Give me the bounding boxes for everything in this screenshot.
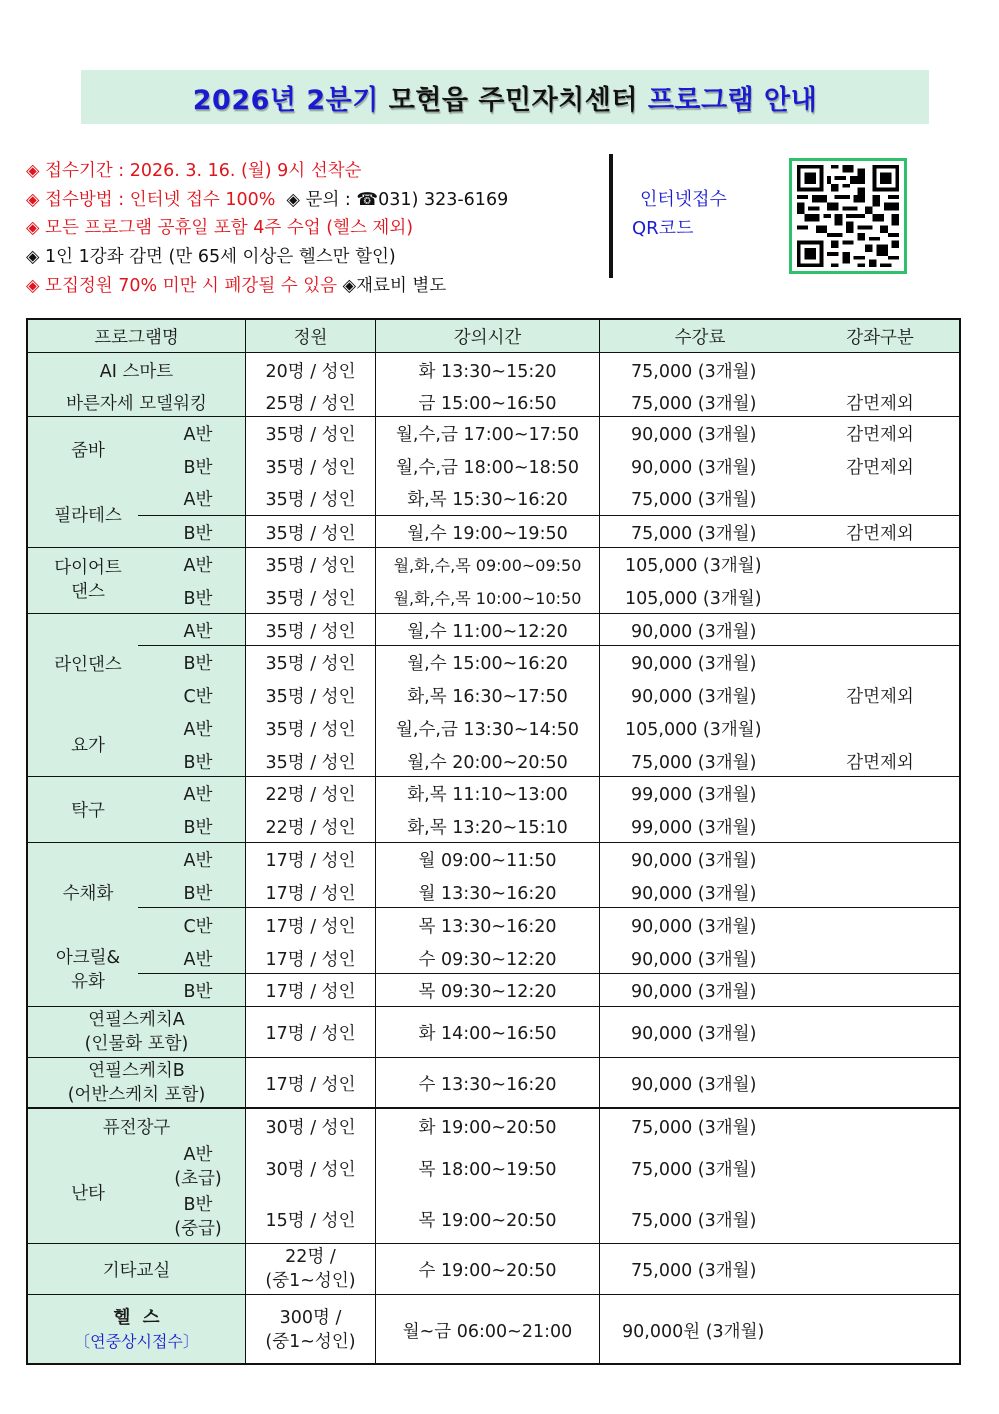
fee-cell: 75,000 (3개월) [631,393,757,414]
diamond-bullet-icon: ◈ [26,218,40,239]
class-label: A반 [183,555,213,576]
class-label: C반 [183,686,213,707]
class-label-line1: A반 [183,1145,213,1165]
class-label: B반 [183,457,213,478]
program-watercolor: 수채화 [62,883,114,904]
notice-method: ◈ 접수방법 : 인터넷 접수 100% ◈ 문의 : ☎031) 323-6169 [26,189,509,210]
type-cell: 감면제외 [846,686,914,707]
time-cell: 월,수,금 17:00~17:50 [396,424,579,445]
type-cell: 감면제외 [846,457,914,478]
program-yoga: 요가 [71,735,105,756]
class-label-line1: B반 [183,1195,213,1215]
capacity-cell: 35명 / 성인 [265,686,356,707]
program-pencil-b-line2: (어반스케치 포함) [67,1085,206,1105]
notice-discount: ◈ 1인 1강좌 감면 (만 65세 이상은 헬스만 할인) [26,247,396,268]
fee-cell: 90,000원 (3개월) [622,1321,765,1342]
capacity-cell: 17명 / 성인 [265,1023,356,1044]
class-label: B반 [183,817,213,838]
diamond-bullet-icon: ◈ [26,275,40,296]
type-cell: 감면제외 [846,393,914,414]
time-cell: 화 13:30~15:20 [418,361,557,382]
program-table-tennis: 탁구 [71,800,105,821]
capacity-cell: 30명 / 성인 [265,1117,356,1138]
title-program: 프로그램 안내 [647,84,818,116]
header-fee: 수강료 [674,327,726,348]
class-label: B반 [183,752,213,773]
diamond-bullet-icon: ◈ [26,161,40,181]
time-cell: 월~금 06:00~21:00 [402,1321,573,1342]
capacity-cell: 35명 / 성인 [265,752,356,773]
time-cell: 화,목 11:10~13:00 [407,784,568,805]
type-cell [800,482,960,514]
fee-cell: 99,000 (3개월) [631,817,757,838]
fee-cell: 90,000 (3개월) [631,653,757,674]
fee-cell: 90,000 (3개월) [631,1074,757,1095]
time-cell: 수 09:30~12:20 [418,949,557,970]
time-cell: 화 19:00~20:50 [418,1117,557,1138]
capacity-cell: 35명 / 성인 [265,457,356,478]
class-label: A반 [183,850,213,871]
page-title [81,70,929,124]
time-cell: 목 13:30~16:20 [418,916,557,937]
class-label-line2: (초급) [174,1169,222,1189]
class-label: B반 [183,883,213,904]
fee-cell: 75,000 (3개월) [631,1159,757,1180]
capacity-cell: 17명 / 성인 [265,981,356,1002]
capacity-cell: 17명 / 성인 [265,883,356,904]
header-time: 강의시간 [453,327,522,348]
type-cell: 감면제외 [846,424,914,445]
fee-cell: 90,000 (3개월) [631,949,757,970]
time-cell: 화 14:00~16:50 [418,1023,557,1044]
capacity-cell: 35명 / 성인 [265,424,356,445]
header-program-name: 프로그램명 [94,327,179,348]
program-pencil-a-line2: (인물화 포함) [84,1034,189,1054]
time-cell: 월,화,수,목 10:00~10:50 [393,588,582,608]
fee-cell: 90,000 (3개월) [631,850,757,871]
header-type: 강좌구분 [846,327,914,348]
capacity-cell [246,1244,375,1294]
fee-cell: 90,000 (3개월) [631,686,757,707]
notice-holidays: ◈ 모든 프로그램 공휴일 포함 4주 수업 (헬스 제외) [26,218,414,239]
diamond-bullet-icon: ◈ [26,189,40,210]
time-cell: 월,수 20:00~20:50 [407,752,568,773]
program-pencil-sketch-a [28,1007,245,1057]
time-cell: 월,화,수,목 09:00~09:50 [393,555,582,575]
fee-cell: 75,000 (3개월) [631,1210,757,1231]
fee-cell: 105,000 (3개월) [625,588,762,609]
program-pencil-a-line1: 연필스케치A [88,1010,185,1030]
fee-cell: 75,000 (3개월) [631,489,757,510]
capacity-line2: (중1~성인) [265,1332,356,1352]
time-cell: 월 09:00~11:50 [418,850,557,871]
capacity-cell: 35명 / 성인 [265,588,356,609]
class-label: A반 [183,621,213,642]
capacity-cell: 17명 / 성인 [265,1074,356,1095]
divider [609,154,613,278]
capacity-cell: 35명 / 성인 [265,719,356,740]
program-pencil-sketch-b [28,1058,245,1108]
program-acrylic-line2: 유화 [71,972,105,992]
type-cell [800,354,960,386]
type-cell [800,974,960,1006]
class-label: A반 [183,424,213,445]
program-posture-walking: 바른자세 모델워킹 [66,393,207,414]
class-label: A반 [183,949,213,970]
title-center: 모현읍 주민자치센터 [388,84,638,116]
fee-cell: 90,000 (3개월) [631,883,757,904]
time-cell: 월,수,금 13:30~14:50 [396,719,579,740]
time-cell: 월 13:30~16:20 [418,883,557,904]
qr-pattern [792,161,904,271]
program-nanta: 난타 [71,1183,105,1204]
notice-contact: ◈ 문의 : ☎031) 323-6169 [286,189,509,210]
time-cell: 월,수 19:00~19:50 [407,523,568,544]
capacity-cell: 17명 / 성인 [265,916,356,937]
time-cell: 목 18:00~19:50 [418,1159,557,1180]
type-cell [800,810,960,842]
capacity-cell: 15명 / 성인 [265,1210,356,1231]
fee-cell: 90,000 (3개월) [631,424,757,445]
time-cell: 수 13:30~16:20 [418,1074,557,1095]
capacity-cell: 30명 / 성인 [265,1159,356,1180]
fee-cell: 90,000 (3개월) [631,457,757,478]
notice-materials: ◈재료비 별도 [342,275,447,296]
fee-cell: 90,000 (3개월) [631,621,757,642]
class-label: B반 [183,523,213,544]
type-cell [800,548,960,580]
capacity-line1: 22명 / [285,1247,336,1267]
class-label [158,1192,238,1242]
type-cell [800,777,960,809]
notice-list [26,157,508,301]
program-line-dance: 라인댄스 [54,654,122,675]
class-label: A반 [183,784,213,805]
program-fusion-janggu: 퓨전장구 [102,1117,171,1138]
capacity-cell: 35명 / 성인 [265,621,356,642]
capacity-cell: 17명 / 성인 [265,850,356,871]
time-cell: 화,목 16:30~17:50 [407,686,568,707]
type-cell [800,581,960,613]
type-cell [800,646,960,678]
fee-cell: 90,000 (3개월) [631,1023,757,1044]
program-table [26,318,961,1365]
title-period: 2026년 2분기 [192,84,379,116]
program-health-line2: 〔연중상시접수〕 [74,1332,199,1351]
type-cell [800,843,960,875]
capacity-cell: 22명 / 성인 [265,817,356,838]
qr-label [632,185,727,243]
type-cell [800,712,960,744]
program-diet-dance [28,548,148,612]
time-cell: 월,수,금 18:00~18:50 [396,457,579,478]
time-cell: 금 15:00~16:50 [418,393,557,414]
class-label-line2: (중급) [174,1219,222,1239]
class-label: C반 [183,916,213,937]
class-label [158,1142,238,1192]
qr-label-line2: QR코드 [632,218,694,239]
type-cell: 감면제외 [846,523,914,544]
capacity-cell: 35명 / 성인 [265,653,356,674]
qr-label-line1: 인터넷접수 [640,189,727,210]
type-cell [800,876,960,908]
type-cell: 감면제외 [846,752,914,773]
time-cell: 목 09:30~12:20 [418,981,557,1002]
capacity-cell: 35명 / 성인 [265,523,356,544]
time-cell: 수 19:00~20:50 [418,1260,557,1281]
type-cell [800,614,960,646]
program-ai-smart: AI 스마트 [99,361,174,382]
time-cell: 화,목 13:20~15:10 [407,817,568,838]
class-label: B반 [183,653,213,674]
capacity-cell: 35명 / 성인 [265,555,356,576]
program-health [28,1295,245,1365]
fee-cell: 90,000 (3개월) [631,916,757,937]
fee-cell: 90,000 (3개월) [631,981,757,1002]
fee-cell: 75,000 (3개월) [631,752,757,773]
time-cell: 목 19:00~20:50 [418,1210,557,1231]
time-cell: 화,목 15:30~16:20 [407,489,568,510]
fee-cell: 75,000 (3개월) [631,1260,757,1281]
time-cell: 월,수 11:00~12:20 [407,621,568,642]
fee-cell: 75,000 (3개월) [631,1117,757,1138]
capacity-cell: 17명 / 성인 [265,949,356,970]
capacity-line1: 300명 / [279,1308,342,1328]
capacity-cell [246,1295,375,1365]
fee-cell: 105,000 (3개월) [625,555,762,576]
type-cell [800,909,960,941]
fee-cell: 105,000 (3개월) [625,719,762,740]
notice-cancellation: ◈ 모집정원 70% 미만 시 폐강될 수 있음 ◈재료비 별도 [26,275,447,296]
fee-cell: 75,000 (3개월) [631,361,757,382]
program-health-line1: 헬 스 [113,1308,160,1328]
class-label: B반 [183,981,213,1002]
program-zumba: 줌바 [71,440,105,461]
program-guitar: 기타교실 [102,1260,171,1281]
program-diet-dance-line1: 다이어트 [54,558,122,578]
time-cell: 월,수 15:00~16:20 [407,653,568,674]
program-acrylic-oil [28,935,148,1005]
program-acrylic-line1: 아크릴& [55,948,121,968]
qr-code-icon[interactable] [789,158,907,274]
diamond-bullet-icon: ◈ [26,247,40,268]
type-cell [800,942,960,974]
header-capacity: 정원 [293,327,328,348]
capacity-cell: 25명 / 성인 [265,393,356,414]
fee-cell: 99,000 (3개월) [631,784,757,805]
class-label: A반 [183,489,213,510]
program-pilates: 필라테스 [54,505,122,526]
class-label: B반 [183,588,213,609]
capacity-cell: 20명 / 성인 [265,361,356,382]
notice-period: ◈ 접수기간 : 2026. 3. 16. (월) 9시 선착순 [26,161,362,181]
capacity-line2: (중1~성인) [265,1271,356,1291]
capacity-cell: 35명 / 성인 [265,489,356,510]
program-diet-dance-line2: 댄스 [71,582,105,602]
class-label: A반 [183,719,213,740]
capacity-cell: 22명 / 성인 [265,784,356,805]
fee-cell: 75,000 (3개월) [631,523,757,544]
program-pencil-b-line1: 연필스케치B [88,1061,185,1081]
